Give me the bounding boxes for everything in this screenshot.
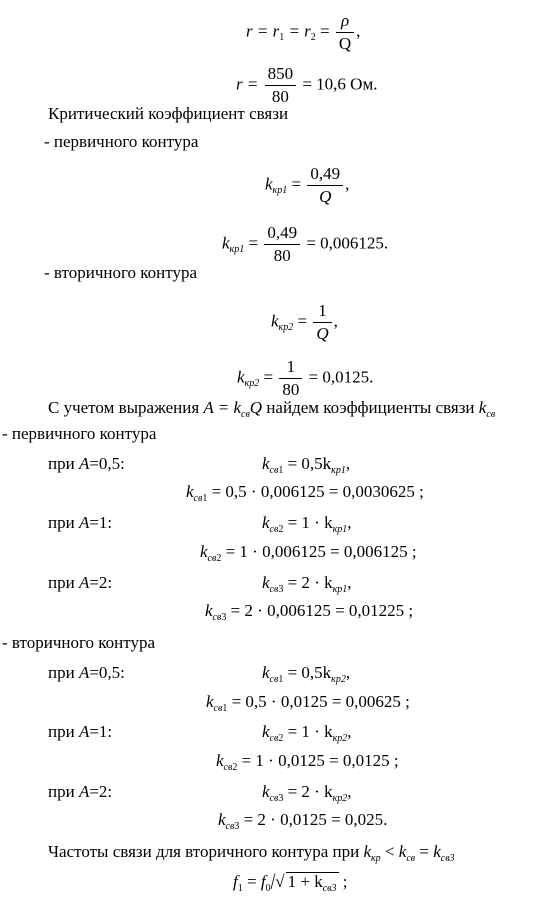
label-secondary-circuit: - вторичного контура [44, 263, 198, 282]
sqrt-radicand: $1 + k_{св3}$ [287, 872, 337, 894]
condition-a-1: при A=1: [48, 513, 113, 532]
equation-kkr2-formula: $k_{кр2}$ = $\frac{1}{Q}$ , [271, 301, 338, 343]
equation-ksv1-primary: $k_{св1} = 0,5k_{кр1}$, [262, 454, 351, 476]
equation-ksv2-primary: $k_{св2} = 1 \cdot k_{кр1}$, [262, 513, 352, 535]
condition-a-2-secondary: при A=2: [48, 782, 113, 801]
paragraph-with-expression: С учетом выражения $A = k_{св}Q$ найдем коэффициенты связи $k_{св}$ [48, 398, 496, 420]
equation-ksv3-secondary: $k_{св3} = 2 \cdot k_{кр2}$, [262, 782, 352, 804]
label-primary-circuit: - первичного контура [44, 132, 199, 151]
equation-ksv2-secondary: $k_{св2} = 1 \cdot k_{кр2}$, [262, 722, 352, 744]
equation-ksv3-secondary-value: $k_{св3} = 2 \cdot 0,0125 = 0,025$. [218, 810, 388, 832]
equation-ksv2-primary-value: $k_{св2} = 1 \cdot 0,006125 = 0,006125$ ; [200, 542, 417, 564]
condition-a-0-5: при A=0,5: [48, 454, 125, 473]
condition-a-2: при A=2: [48, 573, 113, 592]
equation-kkr1-value: $k_{кр1}$ = $\frac{0,49}{80}$ = 0,006125. [222, 223, 389, 265]
equation-r-definition: $r = r_1 = r_2$ = $\frac{\rho}{Q}$ , [246, 11, 361, 53]
fraction: $\frac{1}{Q}$ [313, 300, 331, 345]
equation-ksv1-secondary-value: $k_{св1} = 0,5 \cdot 0,0125 = 0,00625$ ; [206, 692, 410, 714]
fraction: $\frac{0,49}{80}$ [264, 222, 300, 267]
equation-ksv1-primary-value: $k_{св1} = 0,5 \cdot 0,006125 = 0,0030625$ ; [186, 482, 424, 504]
fraction: $\frac{0,49}{Q}$ [307, 163, 343, 208]
equation-f1: $f_1 = f_0/√$ $1 + k_{св3}$ ; [233, 868, 348, 895]
paragraph-coupling-frequencies: Частоты связи для вторичного контура при $k_{кр} < k_{св} = k_{св3}$ [48, 842, 455, 864]
fraction: $\frac{850}{80}$ [265, 63, 297, 108]
label-secondary-circuit-2: - вторичного контура [2, 633, 156, 652]
fraction: $\frac{\rho}{Q}$ [336, 10, 354, 55]
equation-kkr2-value: $k_{кр2}$ = $\frac{1}{80}$ = 0,0125. [237, 357, 374, 399]
fraction: $\frac{1}{80}$ [279, 356, 302, 401]
equation-ksv3-primary-value: $k_{св3} = 2 \cdot 0,006125 = 0,01225$ ; [205, 601, 414, 623]
heading-critical-coefficient: Критический коэффициент связи [48, 104, 289, 123]
label-primary-circuit-2: - первичного контура [2, 424, 157, 443]
equation-ksv2-secondary-value: $k_{св2} = 1 \cdot 0,0125 = 0,0125$ ; [216, 751, 399, 773]
equation-ksv1-secondary: $k_{св1} = 0,5k_{кр2}$, [262, 663, 351, 685]
equation-kkr1-formula: $k_{кр1}$ = $\frac{0,49}{Q}$ , [265, 164, 350, 206]
condition-a-1-secondary: при A=1: [48, 722, 113, 741]
equation-ksv3-primary: $k_{св3} = 2 \cdot k_{кр1}$, [262, 573, 352, 595]
equation-r-value: r = $\frac{850}{80}$ = 10,6 Ом. [236, 64, 378, 106]
condition-a-0-5-secondary: при A=0,5: [48, 663, 125, 682]
